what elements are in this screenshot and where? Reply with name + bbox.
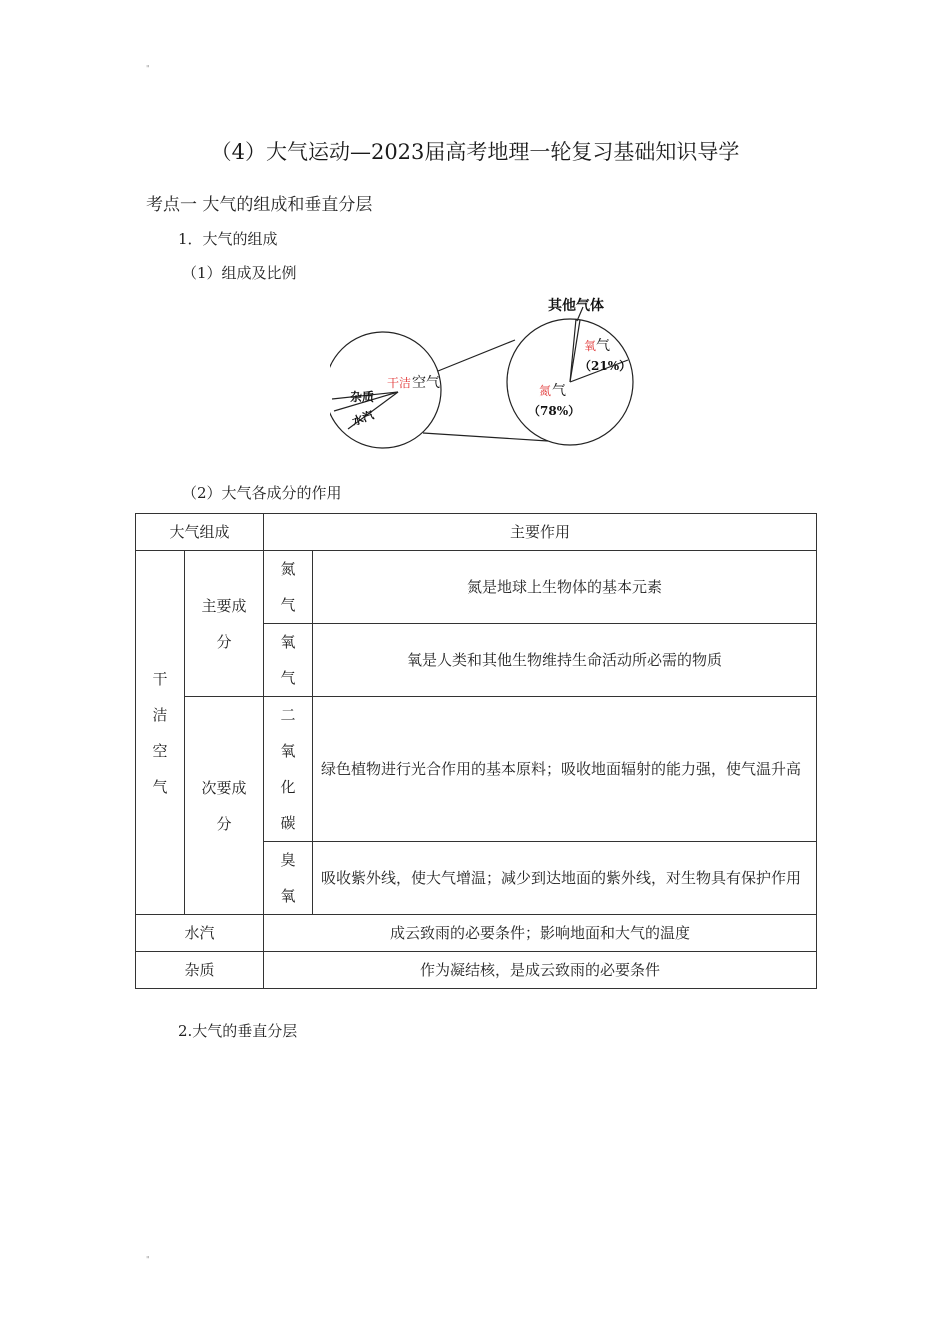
secondary-components-cell bbox=[185, 697, 264, 915]
page-title: （4）大气运动—2023届高考地理一轮复习基础知识导学 bbox=[210, 140, 740, 164]
oxygen-label: 气 bbox=[596, 338, 610, 354]
table-row bbox=[136, 952, 817, 989]
co2-name-cell bbox=[264, 697, 313, 842]
impurity-name: 杂质 bbox=[136, 952, 264, 989]
ozone-name: 臭氧 bbox=[280, 851, 296, 905]
oxygen-name-cell bbox=[264, 624, 313, 697]
ozone-role: 吸收紫外线，使大气增温；减少到达地面的紫外线，对生物具有保护作用 bbox=[313, 842, 817, 915]
impurity-role: 作为凝结核，是成云致雨的必要条件 bbox=[264, 952, 817, 989]
subheading-vertical-layers: 2.大气的垂直分层 bbox=[178, 1022, 298, 1040]
nitrogen-pct: （78%） bbox=[528, 404, 581, 418]
dry-air-cell bbox=[136, 551, 185, 915]
connector-line-top bbox=[438, 340, 515, 371]
page-mark-bottom: " bbox=[146, 1255, 150, 1264]
composition-table bbox=[135, 513, 817, 989]
dry-air-text: 干洁空气 bbox=[152, 669, 168, 796]
table-row bbox=[136, 551, 817, 624]
secondary-components-text: 次要成分 bbox=[201, 778, 247, 833]
subheading-composition: 1．大气的组成 bbox=[178, 230, 278, 248]
subheading-ratio: （1）组成及比例 bbox=[182, 264, 297, 282]
nitrogen-name: 氮气 bbox=[280, 560, 296, 614]
water-vapor-label: 水汽 bbox=[350, 408, 376, 429]
nitrogen-name-cell bbox=[264, 551, 313, 624]
header-composition: 大气组成 bbox=[136, 514, 264, 551]
table-header-row bbox=[136, 514, 817, 551]
section-heading: 考点一 大气的组成和垂直分层 bbox=[146, 195, 373, 215]
header-function: 主要作用 bbox=[264, 514, 817, 551]
dry-air-label-highlight: 干洁 bbox=[387, 376, 412, 390]
subheading-functions: （2）大气各成分的作用 bbox=[182, 484, 342, 502]
nitrogen-label: 气 bbox=[552, 383, 566, 399]
oxygen-label-highlight: 氧 bbox=[584, 339, 597, 353]
oxygen-name: 氧气 bbox=[280, 633, 296, 687]
table-row bbox=[136, 697, 817, 842]
nitrogen-role: 氮是地球上生物体的基本元素 bbox=[313, 551, 817, 624]
other-gases-label: 其他气体 bbox=[548, 298, 604, 314]
vapor-name: 水汽 bbox=[136, 915, 264, 952]
oxygen-role: 氧是人类和其他生物维持生命活动所必需的物质 bbox=[313, 624, 817, 697]
co2-name: 二氧化碳 bbox=[280, 706, 296, 832]
vapor-role: 成云致雨的必要条件；影响地面和大气的温度 bbox=[264, 915, 817, 952]
oxygen-pct: （21%） bbox=[579, 359, 632, 373]
co2-role: 绿色植物进行光合作用的基本原料；吸收地面辐射的能力强，使气温升高 bbox=[313, 697, 817, 842]
connector-line-bottom bbox=[423, 433, 548, 441]
table-row bbox=[136, 915, 817, 952]
nitrogen-label-highlight: 氮 bbox=[539, 384, 552, 398]
main-components-text: 主要成分 bbox=[201, 596, 247, 651]
dry-air-label: 空气 bbox=[412, 375, 440, 391]
atmosphere-composition-diagram bbox=[330, 285, 640, 460]
main-components-cell bbox=[185, 551, 264, 697]
ozone-name-cell bbox=[264, 842, 313, 915]
page-mark-top: " bbox=[146, 64, 150, 73]
impurities-label: 杂质 bbox=[350, 390, 375, 404]
